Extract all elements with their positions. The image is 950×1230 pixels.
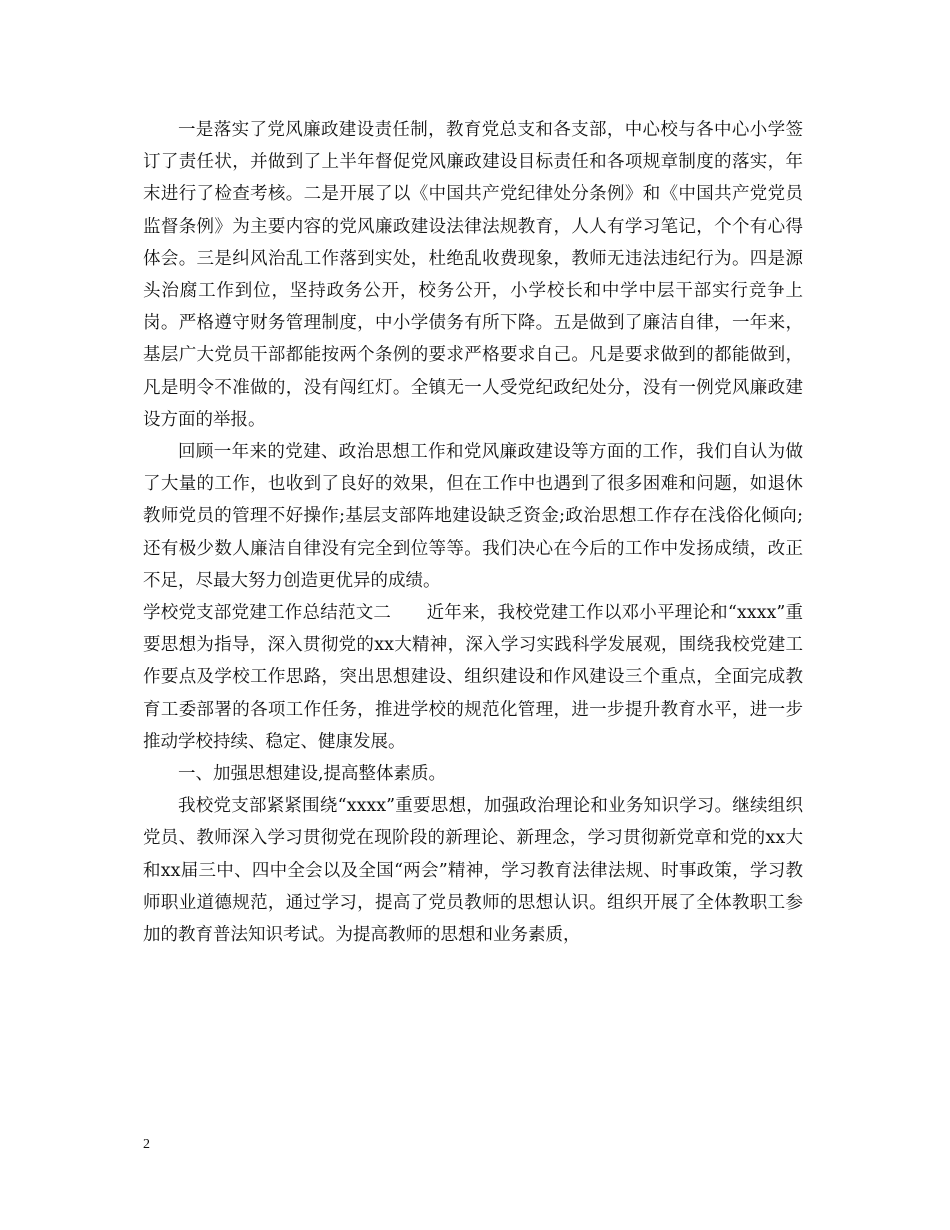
paragraph-ideology: 我校党支部紧紧围绕“xxxx”重要思想，加强政治理论和业务知识学习。继续组织党员、教师深入学习贯彻党在现阶段的新理论、新理念，学习贯彻新党章和党的xx大和xx届三中、四中全会以及全国“两会”精神，学习教育法律法规、时事政策，学习教师职业道德规范，通过学习，提高了党员教师的思想认识。组织开展了全体教职工参加的教育普法知识考试。为提高教师的思想和业务素质， — [143, 796, 803, 946]
paragraph-discipline-work: 一是落实了党风廉政建设责任制，教育党总支和各支部，中心校与各中心小学签订了责任状，并做到了上半年督促党风廉政建设目标责任和各项规章制度的落实，年末进行了检查考核。二是开展了以《中国共产党纪律处分条例》和《中国共产党党员监督条例》为主要内容的党风廉政建设法律法规教育，人人有学习笔记，个个有心得体会。三是纠风治乱工作落到实处，杜绝乱收费现象，教师无违法违纪行为。四是源头治腐工作到位，坚持政务公开，校务公开，小学校长和中学中层干部实行竞争上岗。严格遵守财务管理制度，中小学债务有所下降。五是做到了廉洁自律，一年来，基层广大党员干部都能按两个条例的要求严格要求自己。凡是要求做到的都能做到，凡是明令不准做的，没有闯红灯。全镇无一人受党纪政纪处分，没有一例党风廉政建设方面的举报。 — [143, 120, 803, 430]
paragraph-sample-two: 学校党支部党建工作总结范文二 近年来，我校党建工作以邓小平理论和“xxxx”重要思想为指导，深入贯彻党的xx大精神，深入学习实践科学发展观，围绕我校党建工作要点及学校工作思路，突出思想建设、组织建设和作风建设三个重点，全面完成教育工委部署的各项工作任务，推进学校的规范化管理，进一步提升教育水平，进一步推动学校持续、稳定、健康发展。 — [143, 603, 803, 752]
paragraph-review: 回顾一年来的党建、政治思想工作和党风廉政建设等方面的工作，我们自认为做了大量的工作，也收到了良好的效果，但在工作中也遇到了很多困难和问题，如退休教师党员的管理不好操作;基层支部阵地建设缺乏资金;政治思想工作存在浅俗化倾向;还有极少数人廉洁自律没有完全到位等等。我们决心在今后的工作中发扬成绩，改正不足，尽最大努力创造更优异的成绩。 — [143, 442, 803, 591]
page-number: 2 — [143, 1137, 150, 1152]
section-heading-ideology: 一、加强思想建设,提高整体素质。 — [178, 764, 447, 785]
body-text — [143, 114, 803, 951]
